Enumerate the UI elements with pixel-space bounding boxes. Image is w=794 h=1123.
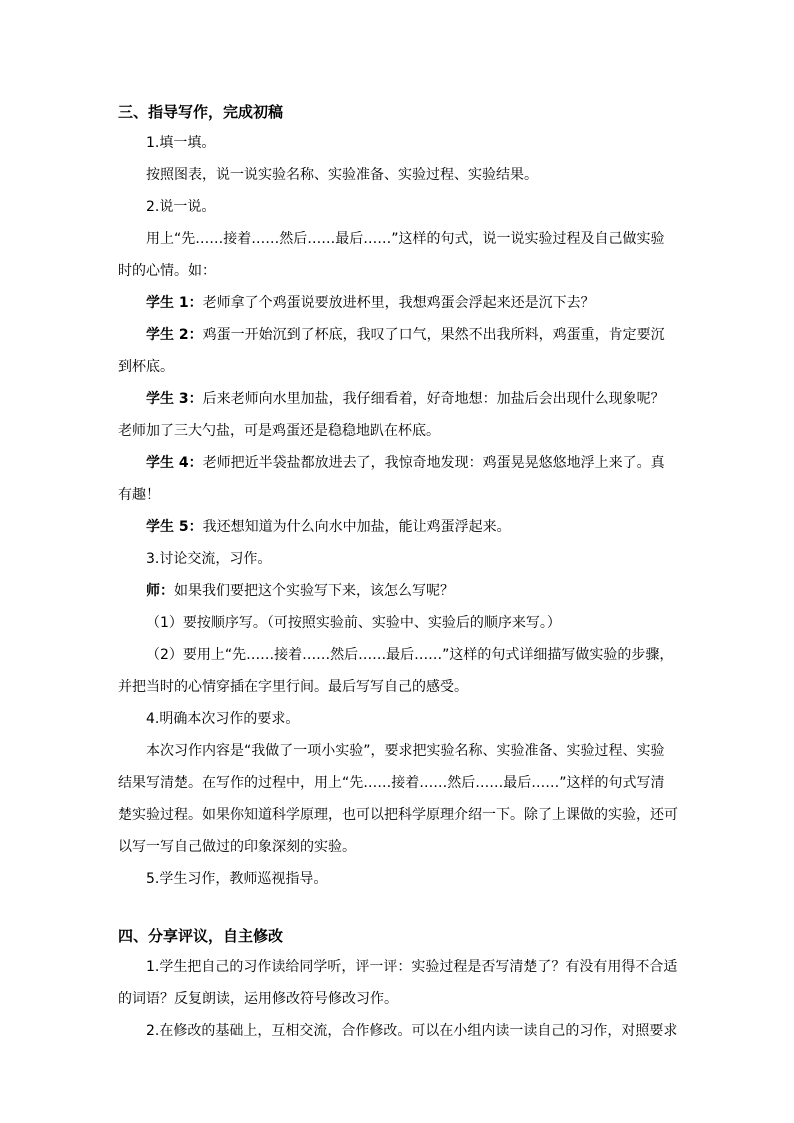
paragraph-student-writing: 5.学生习作，教师巡视指导。	[146, 871, 328, 887]
student-5-speaker: 学生 5：	[146, 519, 203, 535]
student-3-speaker: 学生 3：	[146, 391, 203, 407]
student-1-line	[118, 287, 678, 319]
student-3-text: 后来老师向水里加盐，我仔细看着，好奇地想：加盐后会出现什么现象呢？老师加了三大勺盐，可是鸡蛋还是稳稳地趴在杯底。	[118, 391, 665, 439]
section-heading-3: 三、指导写作，完成初稿	[118, 103, 284, 121]
document-body	[118, 101, 678, 1047]
paragraph-discuss: 3.讨论交流，习作。	[146, 551, 272, 567]
student-3-line	[118, 383, 678, 447]
teacher-line	[118, 575, 678, 607]
student-2-speaker: 学生 2：	[146, 327, 203, 343]
paragraph-order: （1）要按顺序写。（可按照实验前、实验中、实验后的顺序来写。）	[146, 615, 561, 631]
student-4-text: 老师把近半袋盐都放进去了，我惊奇地发现：鸡蛋晃晃悠悠地浮上来了。真有趣！	[118, 455, 665, 503]
paragraph-peer-review: 1.学生把自己的习作读给同学听，评一评：实验过程是否写清楚了？有没有用得不合适的词语？反复朗读，运用修改符号修改习作。	[118, 959, 678, 1007]
section-heading-4: 四、分享评议，自主修改	[118, 927, 284, 945]
student-4-speaker: 学生 4：	[146, 455, 203, 471]
student-1-speaker: 学生 1：	[146, 295, 203, 311]
paragraph-requirements: 本次习作内容是“我做了一项小实验”，要求把实验名称、实验准备、实验过程、实验结果写清楚。在写作的过程中，用上“先……接着……然后……最后……”这样的句式写清楚实验过程。如果你知道科学原理，也可以把科学原理介绍一下。除了上课做的实验，还可以写一写自己做过的印象深刻的实验。	[118, 743, 678, 855]
student-5-line	[118, 511, 678, 543]
paragraph-say: 2.说一说。	[146, 199, 216, 215]
student-2-text: 鸡蛋一开始沉到了杯底，我叹了口气，果然不出我所料，鸡蛋重，肯定要沉到杯底。	[118, 327, 665, 375]
paragraph-chart-instruction: 按照图表，说一说实验名称、实验准备、实验过程、实验结果。	[146, 167, 538, 183]
paragraph-cooperative-edit: 2.在修改的基础上，互相交流，合作修改。可以在小组内读一读自己的习作，对照要求	[146, 1023, 678, 1039]
teacher-text: 如果我们要把这个实验写下来，该怎么写呢？	[174, 583, 454, 599]
paragraph-sentence-pattern: 用上“先……接着……然后……最后……”这样的句式，说一说实验过程及自己做实验时的心情。如：	[118, 231, 665, 279]
paragraph-requirements-title: 4.明确本次习作的要求。	[146, 711, 300, 727]
student-2-line	[118, 319, 678, 383]
student-5-text: 我还想知道为什么向水中加盐，能让鸡蛋浮起来。	[202, 519, 511, 535]
paragraph-fill-in: 1.填一填。	[146, 135, 216, 151]
paragraph-pattern-detail: （2）要用上“先……接着……然后……最后……”这样的句式详细描写做实验的步骤，并把当时的心情穿插在字里行间。最后写写自己的感受。	[118, 647, 674, 695]
teacher-speaker: 师：	[146, 583, 174, 599]
student-4-line	[118, 447, 678, 511]
student-1-text: 老师拿了个鸡蛋说要放进杯里，我想鸡蛋会浮起来还是沉下去？	[202, 295, 595, 311]
